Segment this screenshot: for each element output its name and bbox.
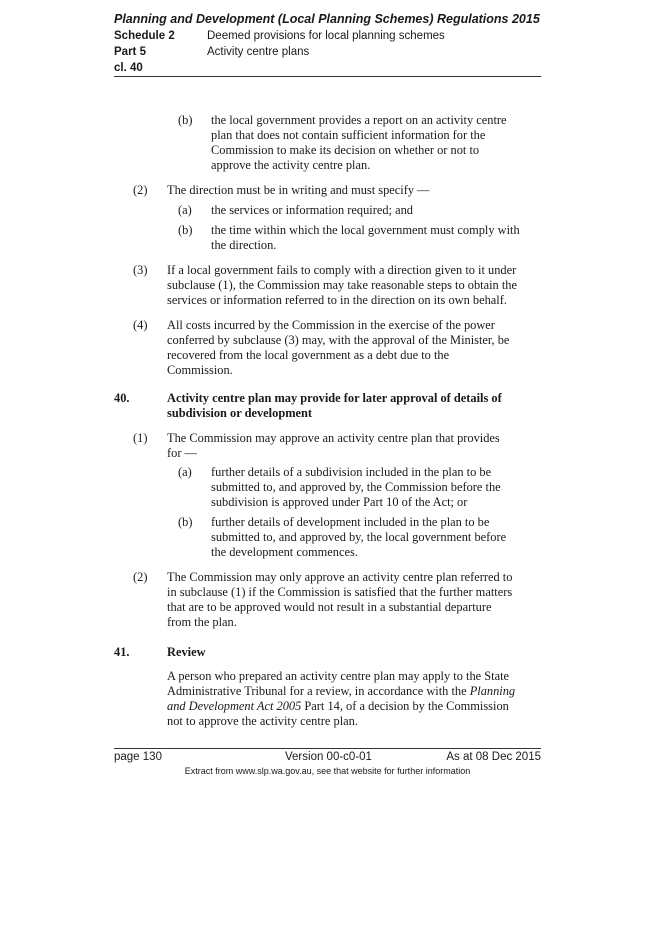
subclause-text-line: If a local government fails to comply with a direction given to it under <box>167 263 517 277</box>
paragraph-text-line: further details of a subdivision included in the plan to be <box>211 465 492 479</box>
paragraph-number: (a) <box>178 203 192 217</box>
paragraph-text-line: subdivision is approved under Part 10 of the Act; or <box>211 495 468 509</box>
header-label: Part 5 <box>114 46 146 58</box>
clause-number: 40. <box>114 391 130 405</box>
subclause-text-line: The direction must be in writing and must specify — <box>167 183 430 197</box>
subclause-text-line: services or information referred to in the direction on its own behalf. <box>167 293 507 307</box>
clause-number: 41. <box>114 645 130 659</box>
paragraph-text-line: the development commences. <box>211 545 358 559</box>
paragraph-text-line: plan that does not contain sufficient information for the <box>211 128 486 142</box>
header-row-clause <box>114 60 541 76</box>
paragraph-number: (b) <box>178 113 193 127</box>
text-run: Part 14, of a decision by the Commission <box>301 699 509 713</box>
clause-heading-line: Activity centre plan may provide for later approval of details of <box>167 391 502 405</box>
extract-notice: Extract from www.slp.wa.gov.au, see that website for further information <box>184 766 471 776</box>
header-row-schedule <box>114 28 541 44</box>
paragraph-number: (b) <box>178 223 193 237</box>
paragraph-text-line: the services or information required; and <box>211 203 413 217</box>
page-number: page 130 <box>114 751 162 763</box>
subclause-number: (2) <box>133 183 148 197</box>
text-run: Administrative Tribunal for a review, in accordance with the <box>167 684 470 698</box>
subclause-text-line: for — <box>167 446 197 460</box>
paragraph-text-line: the time within which the local government must comply with <box>211 223 520 237</box>
clause-text-line: not to approve the activity centre plan. <box>167 714 358 728</box>
footer-divider <box>114 748 541 749</box>
subclause-text-line: subclause (1), the Commission may take reasonable steps to obtain the <box>167 278 517 292</box>
header-value: Deemed provisions for local planning schemes <box>207 30 445 42</box>
as-at-date: As at 08 Dec 2015 <box>446 751 541 763</box>
paragraph-text-line: submitted to, and approved by, the local government before <box>211 530 507 544</box>
version-label: Version 00-c0-01 <box>285 751 372 763</box>
paragraph-text-line: submitted to, and approved by, the Commission before the <box>211 480 501 494</box>
act-title-italic: and Development Act 2005 <box>167 699 302 713</box>
subclause-text-line: recovered from the local government as a debt due to the <box>167 348 450 362</box>
clause-text-line: A person who prepared an activity centre plan may apply to the State <box>167 669 510 683</box>
regulation-title: Planning and Development (Local Planning Schemes) Regulations 2015 <box>114 12 540 26</box>
clause-heading-line: Review <box>167 645 206 659</box>
act-title-italic: Planning <box>469 684 516 698</box>
subclause-text-line: in subclause (1) if the Commission is satisfied that the further matters <box>167 585 513 599</box>
paragraph-text-line: the local government provides a report on an activity centre <box>211 113 507 127</box>
subclause-text-line: The Commission may only approve an activity centre plan referred to <box>167 570 513 584</box>
page-footer <box>114 750 541 765</box>
subclause-text-line: conferred by subclause (3) may, with the approval of the Minister, be <box>167 333 510 347</box>
clause-heading-line: subdivision or development <box>167 406 313 420</box>
subclause-number: (2) <box>133 570 148 584</box>
subclause-text-line: Commission. <box>167 363 233 377</box>
subclause-text-line: All costs incurred by the Commission in the exercise of the power <box>167 318 495 332</box>
subclause-text-line: The Commission may approve an activity centre plan that provides <box>167 431 500 445</box>
clause-text-line <box>167 684 515 699</box>
clause-text-line <box>167 699 509 714</box>
paragraph-number: (a) <box>178 465 192 479</box>
paragraph-text-line: further details of development included in the plan to be <box>211 515 490 529</box>
paragraph-text-line: approve the activity centre plan. <box>211 158 371 172</box>
header-row-part <box>114 44 541 60</box>
subclause-number: (4) <box>133 318 148 332</box>
subclause-text-line: that are to be approved would not result in a substantial departure <box>167 600 492 614</box>
paragraph-text-line: the direction. <box>211 238 277 252</box>
paragraph-number: (b) <box>178 515 193 529</box>
paragraph-text-line: Commission to make its decision on whether or not to <box>211 143 480 157</box>
subclause-text-line: from the plan. <box>167 615 237 629</box>
running-header <box>114 11 541 76</box>
subclause-number: (3) <box>133 263 148 277</box>
header-value: Activity centre plans <box>207 46 310 58</box>
header-label: cl. 40 <box>114 62 143 74</box>
header-divider <box>114 76 541 77</box>
header-label: Schedule 2 <box>114 30 175 42</box>
subclause-number: (1) <box>133 431 148 445</box>
